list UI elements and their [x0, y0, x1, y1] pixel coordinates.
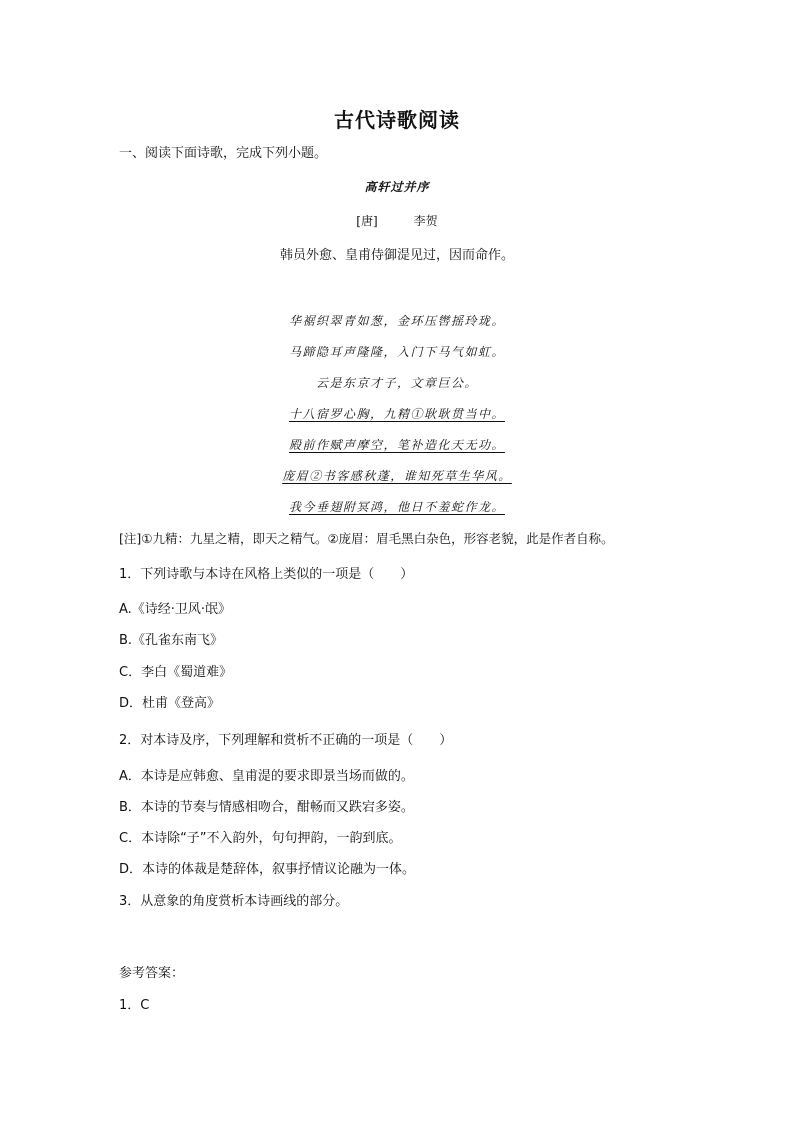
poem-line-underlined	[0, 498, 794, 515]
question-stem: 1．下列诗歌与本诗在风格上类似的一项是（ ）	[119, 567, 414, 582]
poem-line-text: 华裾织翠青如葱，金环压辔摇玲珑。	[288, 314, 505, 328]
question-stem: 2．对本诗及序，下列理解和赏析不正确的一项是（ ）	[119, 733, 453, 748]
poem-line	[0, 343, 794, 360]
poem-line-text: 云是东京才子，文章巨公。	[315, 376, 478, 390]
question-option: C．李白《蜀道难》	[119, 665, 233, 680]
poem-line-underlined	[0, 436, 794, 453]
poem-author-line	[0, 212, 794, 229]
question-option: B.《孔雀东南飞》	[119, 633, 224, 648]
question-option: D．杜甫《登高》	[119, 696, 221, 711]
question-option: D．本诗的体裁是楚辞体，叙事抒情议论融为一体。	[119, 862, 416, 877]
poem-title: 高轩过并序	[364, 180, 430, 194]
poem-note: [注]①九精：九星之精，即天之精气。②庞眉：眉毛黑白杂色，形容老貌，此是作者自称。	[119, 531, 614, 546]
poem-line-text: 庞眉②书客感秋蓬，谁知死草生华风。	[282, 469, 512, 483]
poem-line-text: 我今垂翅附冥鸿，他日不羞蛇作龙。	[288, 500, 505, 514]
question-option: A．本诗是应韩愈、皇甫湜的要求即景当场而做的。	[119, 769, 414, 784]
poem-line	[0, 374, 794, 391]
question-option: C．本诗除“子”不入韵外，句句押韵，一韵到底。	[119, 831, 402, 846]
poem-preface: 韩员外愈、皇甫侍御湜见过，因而命作。	[279, 248, 514, 263]
question-stem: 3．从意象的角度赏析本诗画线的部分。	[119, 894, 349, 909]
poem-line-text: 殿前作赋声摩空，笔补造化天无功。	[288, 438, 505, 452]
question-option: A.《诗经·卫风·氓》	[119, 602, 232, 617]
poem-line-underlined	[0, 405, 794, 422]
poem-line-underlined	[0, 467, 794, 484]
poem-line	[0, 312, 794, 329]
poem-author: 李贺	[413, 214, 438, 228]
answer-item: 1．C	[119, 998, 150, 1013]
section-intro: 一、阅读下面诗歌，完成下列小题。	[119, 146, 328, 161]
poem-line-text: 马蹄隐耳声隆隆，入门下马气如虹。	[288, 345, 505, 359]
answers-heading: 参考答案：	[119, 966, 185, 981]
page-title: 古代诗歌阅读	[334, 108, 460, 132]
poem-dynasty: [唐]	[356, 214, 378, 228]
poem-line-text: 十八宿罗心胸，九精①耿耿贯当中。	[288, 407, 505, 421]
question-option: B．本诗的节奏与情感相吻合，酣畅而又跌宕多姿。	[119, 800, 414, 815]
